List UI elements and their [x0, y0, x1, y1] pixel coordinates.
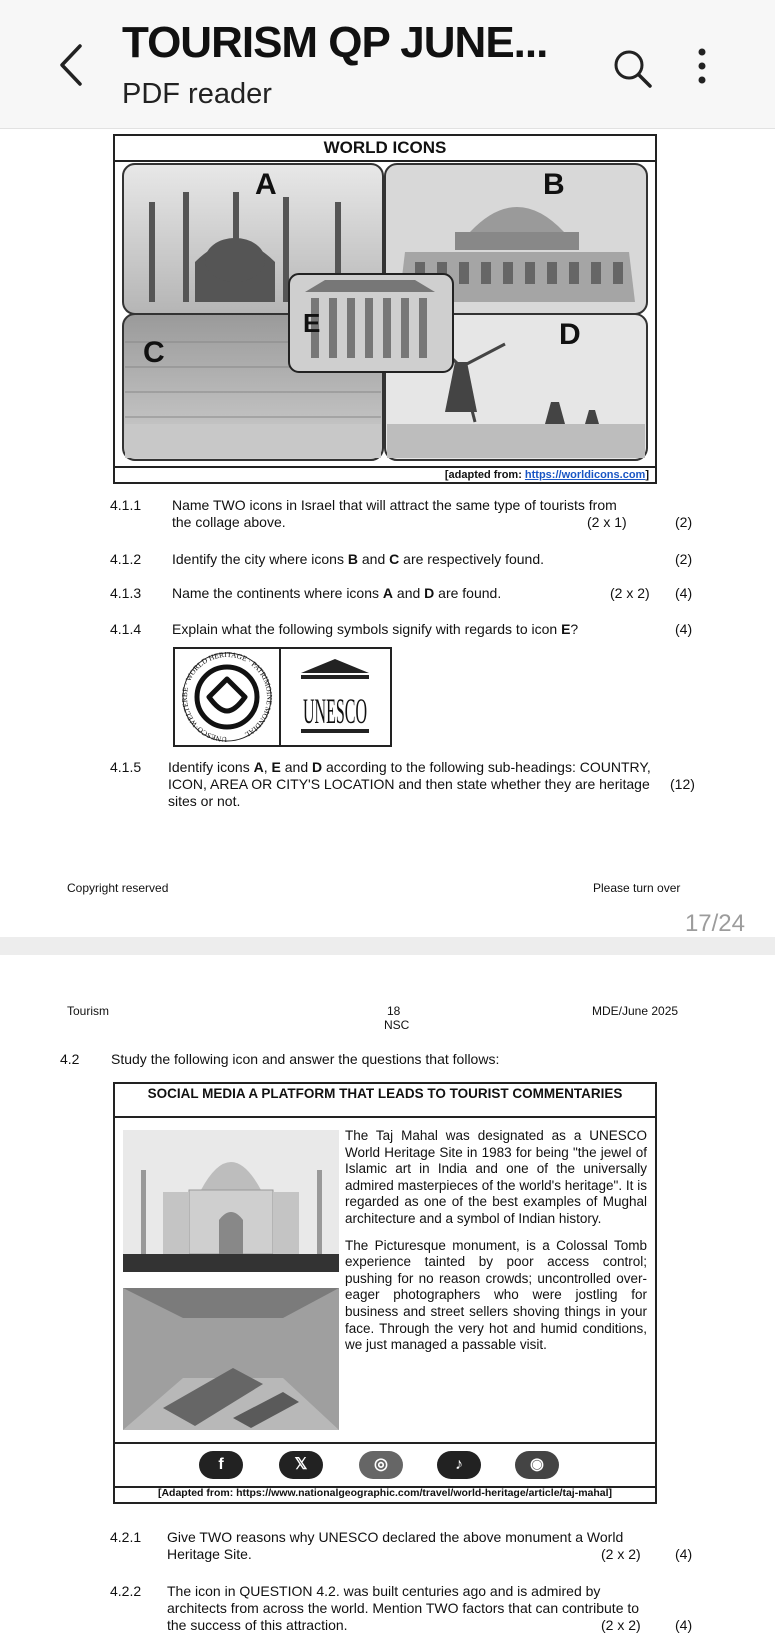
collage-label-b: B — [543, 168, 565, 201]
x-icon[interactable]: 𝕏 — [279, 1451, 323, 1479]
question-text: Name TWO icons in Israel that will attract the same type of tourists from the collage above. — [172, 497, 617, 530]
collage-image — [115, 162, 655, 466]
paragraph-2: The Picturesque monument, is a Colossal Tomb experience tainted by poor access control; pushing for no reason crowds; uncontrolled over-eager photographers who were jostling for business and street sellers shoving things in your face. Through the very hot and humid conditions, we just managed a passable visit. — [345, 1237, 647, 1353]
question-number: 4.1.4 — [110, 621, 142, 637]
document-title: TOURISM QP JUNE... — [122, 18, 548, 67]
taj-mahal-photo — [123, 1130, 339, 1272]
footer-turn-over: Please turn over — [593, 881, 681, 895]
question-number: 4.1.1 — [110, 497, 142, 513]
question-text: Study the following icon and answer the questions that follows: — [111, 1051, 500, 1067]
page-indicator: 17/24 — [684, 910, 745, 937]
question-text: Identify the city where icons B and C are respectively found. — [172, 551, 545, 567]
question-text: The icon in QUESTION 4.2. was built centuries ago and is admired by architects from across the world. Mention TWO factors that can contribute to the success of this attraction. — [167, 1583, 640, 1633]
figure-source: [Adapted from: https://www.nationalgeographic.com/travel/world-heritage/article/taj-mahal] — [157, 1487, 613, 1499]
header-date: MDE/June 2025 — [592, 1004, 679, 1018]
question-marks: (4) — [675, 585, 693, 601]
question-text: Explain what the following symbols signify with regards to icon E? — [172, 621, 579, 637]
header-nsc: NSC — [384, 1018, 410, 1032]
question-number: 4.1.2 — [110, 551, 142, 567]
question-marks: (2) — [675, 514, 693, 530]
question-number: 4.2.1 — [110, 1529, 142, 1545]
question-scoring: (2 x 2) — [610, 585, 650, 601]
question-number: 4.1.5 — [110, 759, 142, 775]
question-number: 4.1.3 — [110, 585, 142, 601]
question-marks: (4) — [675, 1617, 693, 1633]
question-scoring: (2 x 2) — [601, 1546, 641, 1562]
chevron-left-icon[interactable] — [52, 40, 92, 90]
svg-text:UNESCO·WELTERBE · WORLD HERITA — [180, 650, 274, 744]
source-suffix: ] — [645, 469, 649, 481]
question-4-1-5 — [0, 759, 775, 813]
question-marks: (12) — [670, 776, 695, 792]
social-media-figure — [113, 1082, 657, 1504]
question-number: 4.2.2 — [110, 1583, 142, 1599]
question-4-1-2 — [0, 551, 775, 569]
social-row — [115, 1442, 655, 1488]
question-4-1-1 — [0, 497, 775, 533]
question-number: 4.2 — [60, 1051, 80, 1067]
question-marks: (4) — [675, 1546, 693, 1562]
question-scoring: (2 x 1) — [587, 514, 627, 530]
unesco-logo-text: UNESCO — [303, 691, 367, 731]
question-text: Name the continents where icons A and D are found. — [172, 585, 502, 601]
tiktok-icon[interactable]: ♪ — [437, 1451, 481, 1479]
question-4-1-3 — [0, 585, 775, 603]
header-page-number: 18 — [387, 1004, 401, 1018]
paragraph-1: The Taj Mahal was designated as a UNESCO World Heritage Site in 1983 for being "the jewel of Islamic art in India and one of the universally admired masterpieces of the world's heritage". It is regarded as one of the best examples of Mughal architecture and a symbol of Indian history. — [345, 1128, 647, 1226]
question-4-2-2 — [0, 1583, 775, 1635]
figure-title: SOCIAL MEDIA A PLATFORM THAT LEADS TO TOURIST COMMENTARIES — [115, 1084, 655, 1118]
pdf-page-18[interactable] — [0, 955, 775, 1637]
question-marks: (2) — [675, 551, 693, 567]
source-prefix: [adapted from: — [444, 469, 525, 481]
tomb-interior-photo — [123, 1288, 339, 1430]
more-vertical-icon[interactable] — [692, 44, 712, 88]
collage-label-a: A — [255, 168, 277, 201]
world-heritage-emblem-icon — [175, 649, 281, 745]
world-icons-figure — [113, 134, 657, 484]
question-4-2-1 — [0, 1529, 775, 1565]
question-marks: (4) — [675, 621, 693, 637]
app-subtitle: PDF reader — [122, 78, 272, 110]
facebook-icon[interactable]: f — [199, 1451, 243, 1479]
header-subject: Tourism — [67, 1004, 110, 1018]
unesco-logo-icon — [281, 649, 389, 745]
search-icon[interactable] — [610, 46, 654, 90]
figure-title: WORLD ICONS — [115, 136, 655, 162]
source-link[interactable]: https://worldicons.com — [524, 469, 646, 481]
question-text: Give TWO reasons why UNESCO declared the above monument a World Heritage Site. — [167, 1529, 624, 1562]
footer-copyright: Copyright reserved — [67, 881, 169, 895]
page-separator — [0, 937, 775, 955]
question-scoring: (2 x 2) — [601, 1617, 641, 1633]
instagram-icon[interactable]: ◎ — [359, 1451, 403, 1479]
collage-label-d: D — [559, 318, 581, 351]
question-text: Identify icons A, E and D according to the following sub-headings: COUNTRY, ICON, AREA OR CITY'S LOCATION and then state whether they are heritage sites or not. — [168, 759, 651, 809]
emblem-ring-text: UNESCO·WELTERBE · WORLD HERITAGE · PATRIMOINE MONDIAL — [179, 649, 275, 745]
app-bar — [0, 0, 775, 129]
question-4-1-4 — [0, 621, 775, 639]
figure-source — [115, 466, 655, 482]
collage-label-e: E — [303, 308, 321, 338]
collage-label-c: C — [143, 336, 165, 369]
pdf-page-17[interactable] — [0, 129, 775, 937]
heritage-symbols — [173, 647, 392, 747]
taj-description — [345, 1128, 647, 1364]
discord-icon[interactable]: ◉ — [515, 1451, 559, 1479]
